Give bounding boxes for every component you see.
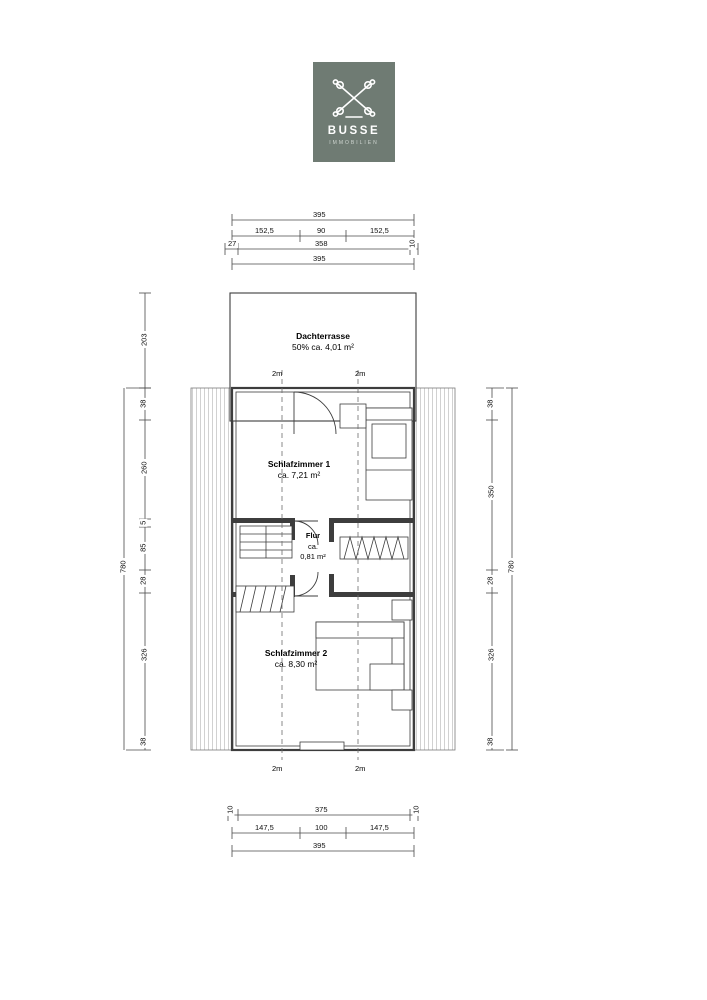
dim-left-85: 85 <box>138 543 148 552</box>
height-marker-bottom-left: 2m <box>272 764 283 773</box>
dim-bottom-10-right: 10 <box>411 805 421 814</box>
room-name-schlafzimmer-1: Schlafzimmer 1 <box>267 459 331 469</box>
roof-hatch-right <box>413 388 455 750</box>
height-marker-bottom-right: 2m <box>355 764 366 773</box>
dim-bottom-100: 100 <box>315 823 328 832</box>
dim-left-326: 326 <box>139 648 149 662</box>
room-name-schlafzimmer-2: Schlafzimmer 2 <box>264 648 328 658</box>
dim-right-326: 326 <box>486 648 496 662</box>
dachterrasse-outline <box>230 293 416 421</box>
dim-left-203: 203 <box>139 333 149 347</box>
room-label-flur <box>294 531 332 563</box>
dim-top-152-5-right: 152,5 <box>370 226 389 235</box>
dim-left-38-bottom: 38 <box>138 737 148 746</box>
height-marker-top-left: 2m <box>272 369 283 378</box>
room-label-dachterrasse <box>234 331 412 354</box>
room-area-dachterrasse: 50% ca. 4,01 m² <box>292 342 354 353</box>
dim-right-350: 350 <box>486 485 496 499</box>
dim-left-38-top: 38 <box>138 399 148 408</box>
dim-left-260: 260 <box>139 461 149 475</box>
dim-bottom-147-5-left: 147,5 <box>255 823 274 832</box>
window-opening-bottom <box>300 742 344 750</box>
dim-top-358: 358 <box>315 239 328 248</box>
dim-right-28: 28 <box>485 576 495 585</box>
room-area-schlafzimmer-2: ca. 8,30 m² <box>274 659 318 670</box>
room-area-flur-line2: 0,81 m² <box>300 552 326 561</box>
dim-top-152-5-left: 152,5 <box>255 226 274 235</box>
logo-company-subtitle: IMMOBILIEN <box>329 139 379 146</box>
height-marker-top-right: 2m <box>355 369 366 378</box>
room-area-schlafzimmer-1: ca. 7,21 m² <box>277 470 321 481</box>
room-name-dachterrasse: Dachterrasse <box>296 331 350 341</box>
room-name-flur: Flur <box>305 531 321 540</box>
roof-hatch-left <box>191 388 233 750</box>
staircase-lower <box>236 586 294 612</box>
dim-bottom-147-5-right: 147,5 <box>370 823 389 832</box>
furniture-bed-schlafzimmer1 <box>340 404 412 500</box>
dim-left-28: 28 <box>138 576 148 585</box>
two-meter-lines <box>282 370 358 760</box>
staircase-upper <box>240 526 292 558</box>
dim-right-38-bottom: 38 <box>485 737 495 746</box>
dim-right-38-top: 38 <box>485 399 495 408</box>
room-label-schlafzimmer-2 <box>226 648 366 671</box>
dim-bottom-10-left: 10 <box>225 805 235 814</box>
dim-top-10: 10 <box>407 239 417 248</box>
dim-top-395-b: 395 <box>313 254 326 263</box>
dim-top-27: 27 <box>228 239 237 248</box>
logo-company-name: BUSSE <box>327 125 381 137</box>
dim-bottom-395: 395 <box>313 841 326 850</box>
dim-left-780: 780 <box>118 560 128 574</box>
door-flur-schlafzimmer2 <box>294 572 318 596</box>
dim-right-780: 780 <box>506 560 516 574</box>
dim-bottom-375: 375 <box>315 805 328 814</box>
room-label-schlafzimmer-1 <box>234 459 364 482</box>
stair-railing-right <box>340 537 408 559</box>
dim-top-395-a: 395 <box>313 210 326 219</box>
dim-top-90: 90 <box>317 226 326 235</box>
room-area-flur-line1: ca. <box>307 541 318 551</box>
dim-left-5: 5 <box>138 520 148 525</box>
